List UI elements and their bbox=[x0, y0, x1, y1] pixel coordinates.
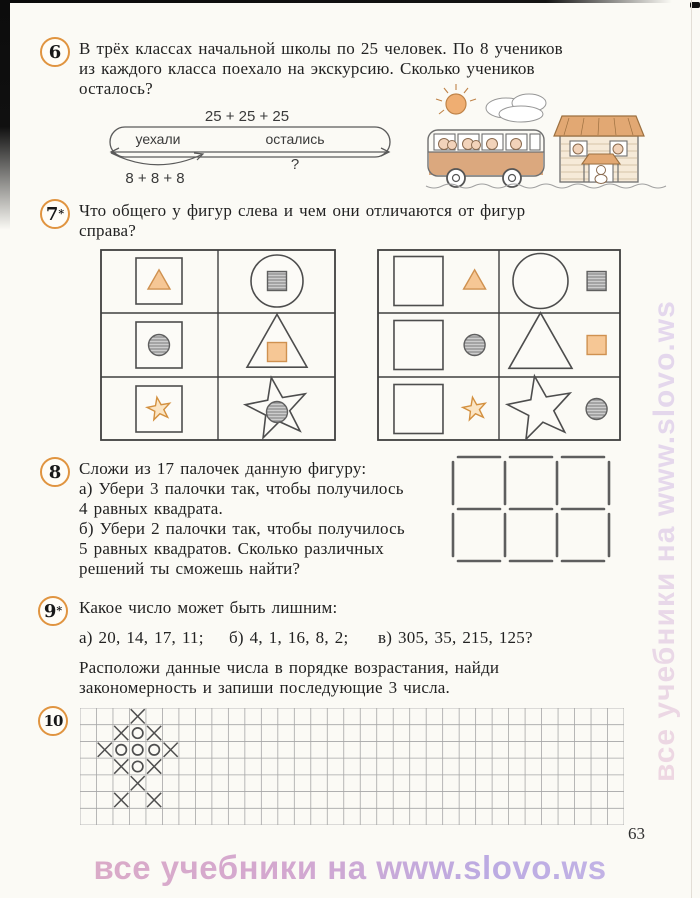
school-house-icon bbox=[554, 116, 644, 184]
star-shape-inner bbox=[463, 397, 486, 420]
stick-figure bbox=[449, 455, 619, 567]
problem-10-badge: 10 bbox=[38, 706, 68, 736]
figure-cell bbox=[509, 313, 606, 369]
sun-icon bbox=[436, 84, 476, 114]
o-mark bbox=[133, 761, 143, 771]
diagram-total-label: 25 + 25 + 25 bbox=[204, 108, 290, 125]
circle-shape-inner bbox=[149, 335, 170, 356]
scan-left-edge bbox=[0, 0, 10, 230]
problem-6-text: В трёх классах начальной школы по 25 человек. По 8 учеников из каждого класса поехало на экскурсию. Сколько учеников осталось? bbox=[79, 39, 563, 98]
diagram-question-label: ? bbox=[290, 156, 300, 173]
pattern-grid bbox=[80, 708, 624, 825]
page-edge-shadow bbox=[691, 0, 692, 898]
problem-9-items bbox=[79, 628, 651, 648]
scan-top-edge bbox=[0, 0, 700, 3]
square-shape-inner bbox=[268, 272, 287, 291]
circle-shape-inner bbox=[464, 335, 485, 356]
figure-grid-right bbox=[377, 249, 621, 441]
circle-shape-inner bbox=[586, 399, 607, 420]
watermark-bottom: все учебники на www.slovo.ws bbox=[70, 849, 630, 887]
square-shape-inner bbox=[268, 343, 287, 362]
sticks bbox=[453, 457, 609, 561]
problem-9-text bbox=[79, 598, 651, 698]
problem-8-item-a: а) Убери 3 палочки так, чтобы получилось 4 равных квадрата. bbox=[79, 479, 404, 518]
square-shape-outer bbox=[394, 385, 443, 434]
figure-cell bbox=[251, 255, 303, 307]
figure-cell bbox=[136, 258, 182, 304]
o-mark bbox=[116, 745, 126, 755]
star-shape-outer bbox=[507, 376, 570, 439]
diagram-left-arc bbox=[111, 153, 203, 165]
problem-6-badge: 6 bbox=[40, 37, 70, 67]
problem-7-badge: 7 * bbox=[40, 199, 70, 229]
problem-8-badge: 8 bbox=[40, 457, 70, 487]
figure-cell bbox=[507, 376, 607, 439]
problem-9-item-a: а) 20, 14, 17, 11; bbox=[79, 628, 204, 647]
diagram-left-label: уехали bbox=[135, 131, 181, 147]
figure-cell bbox=[513, 254, 606, 309]
figure-cell bbox=[394, 321, 485, 370]
figure-cell bbox=[394, 257, 486, 306]
figure-cell bbox=[247, 314, 307, 367]
diagram-right-label: остались bbox=[265, 131, 325, 147]
triangle-shape-inner bbox=[464, 270, 486, 289]
figure-cell bbox=[136, 386, 182, 432]
circle-shape-inner bbox=[267, 402, 288, 423]
o-mark bbox=[133, 745, 143, 755]
watermark-side: все учебники на www.slovo.ws bbox=[648, 82, 690, 782]
figure-grid-left bbox=[100, 249, 336, 441]
grid-lines bbox=[80, 708, 624, 825]
segment-diagram bbox=[95, 108, 415, 190]
figure-cell bbox=[136, 322, 182, 368]
o-mark bbox=[133, 728, 143, 738]
triangle-shape-outer bbox=[509, 313, 572, 369]
problem-8-text bbox=[79, 459, 453, 579]
figure-cell bbox=[394, 385, 485, 434]
problem-9-note: Расположи данные числа в порядке возрастания, найди закономерность и запиши последующие 3 числа. bbox=[79, 658, 500, 697]
figure-cell bbox=[245, 378, 305, 438]
square-shape-outer bbox=[394, 321, 443, 370]
problem-8-heading: Сложи из 17 палочек данную фигуру: bbox=[79, 459, 367, 478]
diagram-segment-line bbox=[111, 148, 389, 156]
cloud-icon bbox=[486, 94, 546, 122]
problem-9-badge: 9 * bbox=[38, 596, 68, 626]
o-mark bbox=[149, 745, 159, 755]
bus-icon bbox=[428, 130, 544, 187]
bus-school-illustration bbox=[424, 78, 686, 198]
circle-shape-outer bbox=[513, 254, 568, 309]
problem-8-item-b: б) Убери 2 палочки так, чтобы получилось 5 равных квадратов. Сколько различных решений ты сможешь найти? bbox=[79, 519, 405, 578]
square-shape-outer bbox=[394, 257, 443, 306]
problem-9-heading: Какое число может быть лишним: bbox=[79, 598, 338, 617]
square-shape-inner bbox=[587, 336, 606, 355]
page-number: 63 bbox=[628, 824, 645, 843]
diagram-left-sub-label: 8 + 8 + 8 bbox=[125, 170, 185, 187]
square-shape-inner bbox=[587, 272, 606, 291]
problem-9-item-c: в) 305, 35, 215, 125? bbox=[378, 628, 533, 647]
problem-9-item-b: б) 4, 1, 16, 8, 2; bbox=[229, 628, 349, 647]
problem-7-text: Что общего у фигур слева и чем они отличаются от фигур справа? bbox=[79, 201, 526, 240]
